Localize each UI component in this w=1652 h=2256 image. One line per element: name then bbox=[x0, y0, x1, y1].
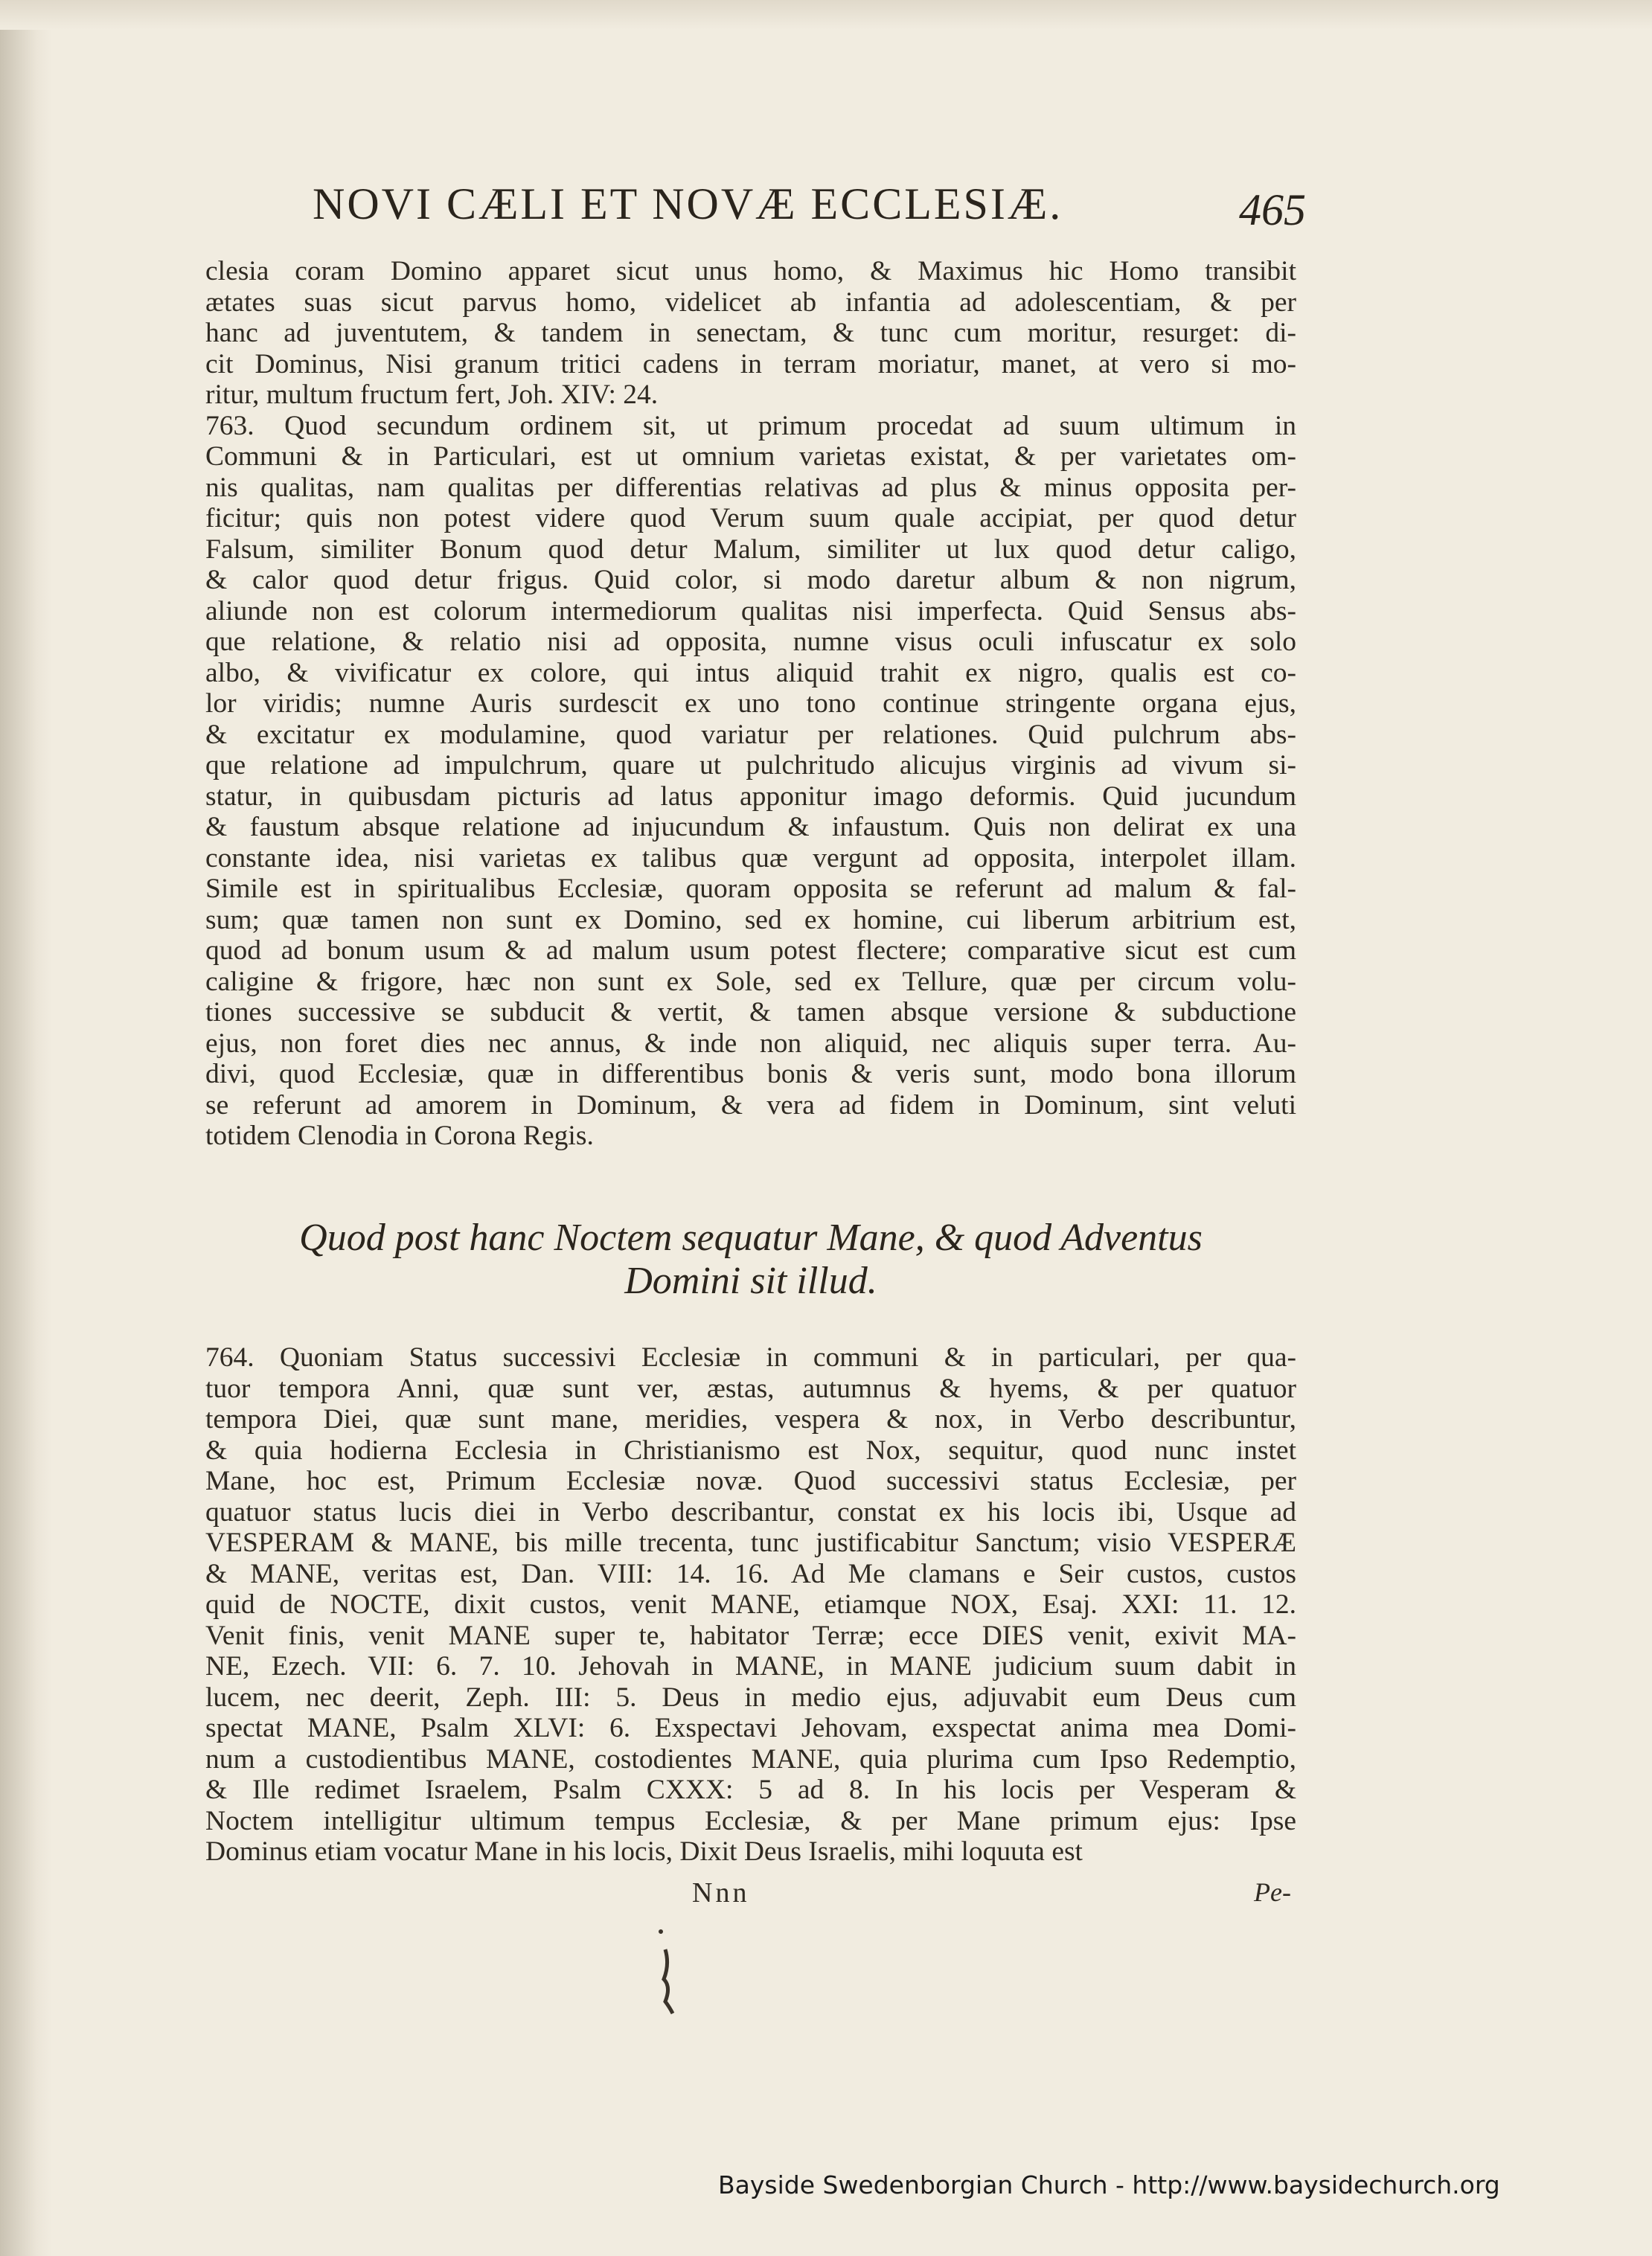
section-heading bbox=[205, 1217, 1296, 1303]
page-number: 465 bbox=[1239, 185, 1306, 234]
text-line: divi, quod Ecclesiæ, quæ in differentibus bonis & veris sunt, modo bona illorum bbox=[205, 1059, 1296, 1089]
text-line: tuor tempora Anni, quæ sunt ver, æstas, autumnus & hyems, & per quatuor bbox=[205, 1373, 1296, 1404]
text-line: constante idea, nisi varietas ex talibus quæ vergunt ad opposita, interpolet illam. bbox=[205, 842, 1296, 874]
text-line: NE, Ezech. VII: 6. 7. 10. Jehovah in MANE, in MANE judicium suum dabit in bbox=[205, 1651, 1296, 1682]
text-line: que relatione, & relatio nisi ad opposita, numne visus oculi infuscatur ex solo bbox=[205, 627, 1296, 657]
paragraph-block-764 bbox=[205, 1342, 1296, 1868]
watermark-credit: Bayside Swedenborgian Church - http://www.baysidechurch.org bbox=[718, 2170, 1500, 2199]
text-line: caligine & frigore, hæc non sunt ex Sole, sed ex Tellure, quæ per circum volu- bbox=[205, 966, 1296, 997]
paragraph-block-763 bbox=[205, 256, 1296, 1152]
text-line: quatuor status lucis diei in Verbo describantur, constat ex his locis ibi, Usque ad bbox=[205, 1496, 1296, 1528]
text-line: num a custodientibus MANE, costodientes MANE, quia plurima cum Ipso Redemptio, bbox=[205, 1743, 1296, 1775]
ink-blot bbox=[655, 1927, 685, 2016]
text-line: & Ille redimet Israelem, Psalm CXXX: 5 ad 8. In his locis per Vesperam & bbox=[205, 1775, 1296, 1805]
text-line: Communi & in Particulari, est ut omnium varietas existat, & per varietates om- bbox=[205, 441, 1296, 472]
text-line: ficitur; quis non potest videre quod Verum suum quale accipiat, per quod detur bbox=[205, 503, 1296, 533]
text-line: quod ad bonum usum & ad malum usum potest flectere; comparative sicut est cum bbox=[205, 935, 1296, 966]
text-line: & calor quod detur frigus. Quid color, si modo daretur album & non nigrum, bbox=[205, 565, 1296, 595]
text-line: quid de NOCTE, dixit custos, venit MANE, etiamque NOX, Esaj. XXI: 11. 12. bbox=[205, 1589, 1296, 1620]
text-line: lor viridis; numne Auris surdescit ex uno tono continue stringente organa ejus, bbox=[205, 688, 1296, 719]
text-line: aliunde non est colorum intermediorum qualitas nisi imperfecta. Quid Sensus abs- bbox=[205, 595, 1296, 627]
text-line: Venit finis, venit MANE super te, habitator Terræ; ecce DIES venit, exivit MA- bbox=[205, 1620, 1296, 1651]
text-line: Dominus etiam vocatur Mane in his locis, Dixit Deus Israelis, mihi loquuta est bbox=[205, 1836, 1083, 1867]
running-title: NOVI CÆLI ET NOVÆ ECCLESIÆ. bbox=[313, 179, 1063, 228]
page-edge-shadow bbox=[0, 0, 52, 2256]
text-line: statur, in quibusdam picturis ad latus apponitur imago deformis. Quid jucundum bbox=[205, 781, 1296, 812]
text-line: lucem, nec deerit, Zeph. III: 5. Deus in medio ejus, adjuvabit eum Deus cum bbox=[205, 1682, 1296, 1713]
section-heading-line: Domini sit illud. bbox=[624, 1260, 877, 1302]
text-line: tiones successive se subducit & vertit, & tamen absque versione & subductione bbox=[205, 997, 1296, 1028]
section-heading-line: Quod post hanc Noctem sequatur Mane, & quod Adventus bbox=[299, 1217, 1203, 1259]
text-line: cit Dominus, Nisi granum tritici cadens in terram moriatur, manet, at vero si mo- bbox=[205, 348, 1296, 379]
text-line: & faustum absque relatione ad injucundum & infaustum. Quis non delirat ex una bbox=[205, 812, 1296, 842]
text-line: hanc ad juventutem, & tandem in senectam, & tunc cum moritur, resurget: di- bbox=[205, 318, 1296, 348]
text-line: Simile est in spiritualibus Ecclesiæ, quoram opposita se referunt ad malum & fal- bbox=[205, 874, 1296, 904]
text-line: sum; quæ tamen non sunt ex Domino, sed ex homine, cui liberum arbitrium est, bbox=[205, 904, 1296, 935]
text-line: Mane, hoc est, Primum Ecclesiæ novæ. Quod successivi status Ecclesiæ, per bbox=[205, 1466, 1296, 1496]
text-line: Falsum, similiter Bonum quod detur Malum, similiter ut lux quod detur caligo, bbox=[205, 533, 1296, 565]
text-line: que relatione ad impulchrum, quare ut pulchritudo alicujus virginis ad vivum si- bbox=[205, 750, 1296, 781]
text-line: VESPERAM & MANE, bis mille trecenta, tunc justificabitur Sanctum; visio VESPERÆ bbox=[205, 1528, 1296, 1558]
text-line: & excitatur ex modulamine, quod variatur per relationes. Quid pulchrum abs- bbox=[205, 719, 1296, 750]
text-line: 764. Quoniam Status successivi Ecclesiæ in communi & in particulari, per qua- bbox=[205, 1342, 1296, 1373]
text-line: albo, & vivificatur ex colore, qui intus aliquid trahit ex nigro, qualis est co- bbox=[205, 657, 1296, 688]
text-line: 763. Quod secundum ordinem sit, ut primum procedat ad suum ultimum in bbox=[205, 410, 1296, 441]
text-line: totidem Clenodia in Corona Regis. bbox=[205, 1121, 594, 1151]
text-line: tempora Diei, quæ sunt mane, meridies, vespera & nox, in Verbo describuntur, bbox=[205, 1404, 1296, 1435]
text-line: clesia coram Domino apparet sicut unus homo, & Maximus hic Homo transibit bbox=[205, 256, 1296, 286]
text-line: ætates suas sicut parvus homo, videlicet ab infantia ad adolescentiam, & per bbox=[205, 286, 1296, 318]
text-line: & quia hodierna Ecclesia in Christianismo est Nox, sequitur, quod nunc instet bbox=[205, 1435, 1296, 1466]
text-line: & MANE, veritas est, Dan. VIII: 14. 16. Ad Me clamans e Seir custos, custos bbox=[205, 1558, 1296, 1589]
catchword: Pe- bbox=[1254, 1877, 1291, 1907]
signature-mark: Nnn bbox=[692, 1877, 750, 1909]
text-line: se referunt ad amorem in Dominum, & vera ad fidem in Dominum, sint veluti bbox=[205, 1089, 1296, 1121]
page-top-shadow bbox=[0, 0, 1652, 30]
text-line: nis qualitas, nam qualitas per differentias relativas ad plus & minus opposita per- bbox=[205, 472, 1296, 503]
text-line: ejus, non foret dies nec annus, & inde non aliquid, nec aliquis super terra. Au- bbox=[205, 1028, 1296, 1059]
text-line: spectat MANE, Psalm XLVI: 6. Exspectavi Jehovam, exspectat anima mea Domi- bbox=[205, 1713, 1296, 1743]
text-line: ritur, multum fructum fert, Joh. XIV: 24. bbox=[205, 379, 659, 410]
text-line: Noctem intelligitur ultimum tempus Ecclesiæ, & per Mane primum ejus: Ipse bbox=[205, 1805, 1296, 1836]
